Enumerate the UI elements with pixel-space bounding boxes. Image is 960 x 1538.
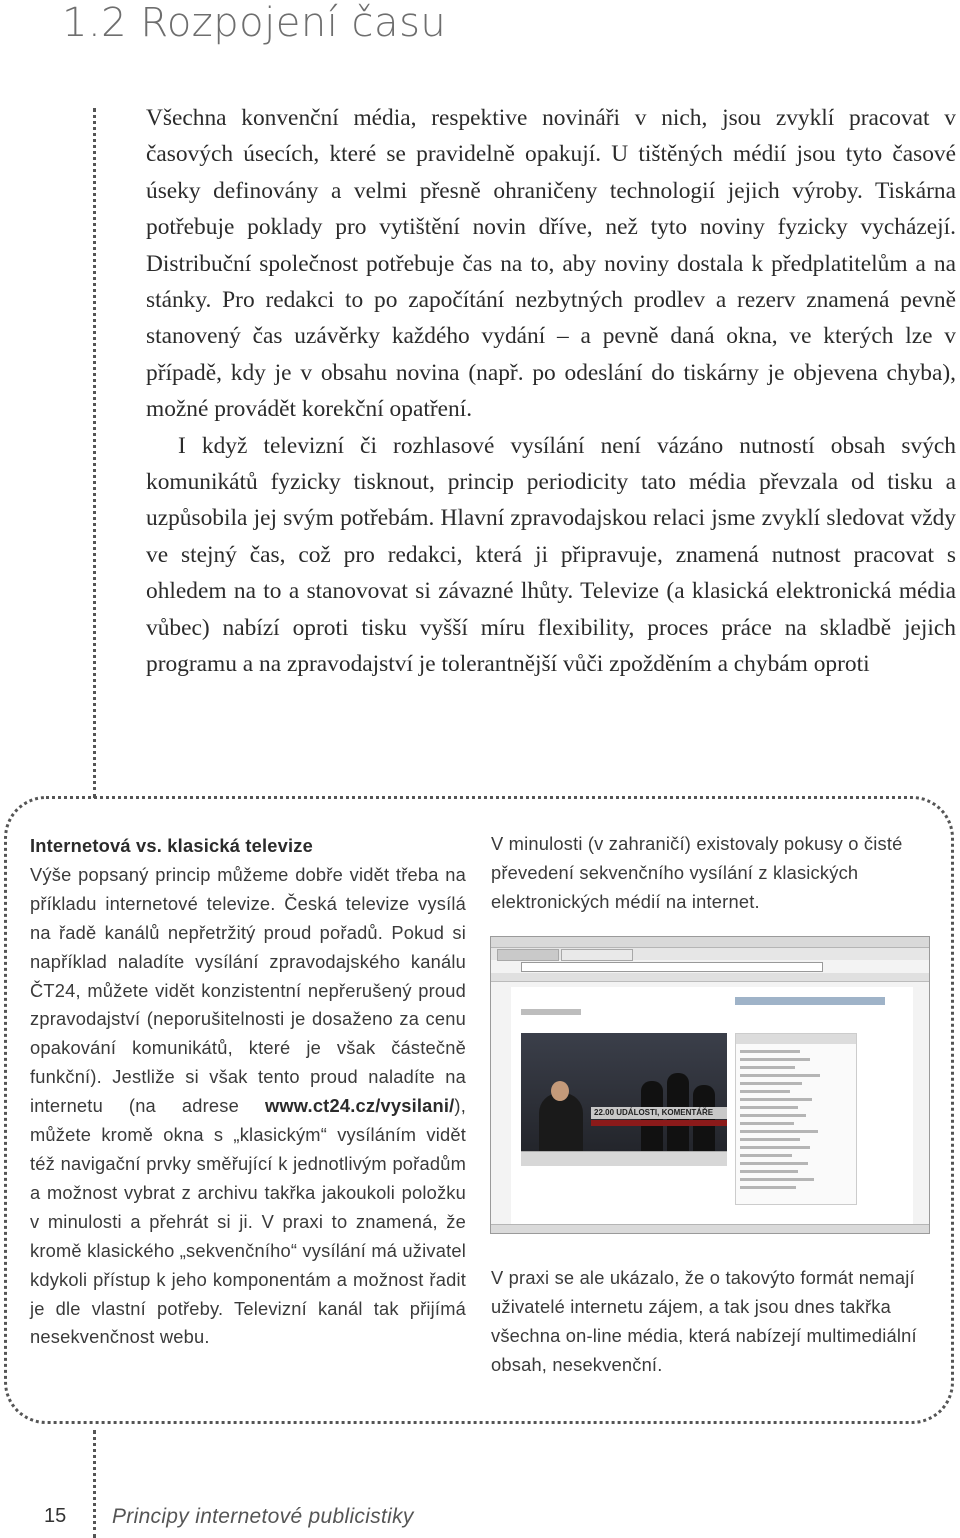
sidebar-left-text-1: Výše popsaný princip můžeme dobře vidět třeba na příkladu internetové televize. Česká televize vysílá na řadě kanálů nepřetržitý proud pořadů. Pokud si například naladíte vysílání zpravodajského kanálu ČT24, můžete vidět konzistentní nepřerušený proud zpravodajství (neporušitelnosti je dosaženo za cenu opakování komunikátů, které je však částečně funkční). Jestliže si však tento proud naladíte na internetu (na adrese bbox=[30, 863, 466, 1117]
browser-statusbar bbox=[491, 1224, 929, 1233]
browser-address-bar bbox=[521, 962, 823, 972]
ct24-url-link[interactable]: www.ct24.cz/vysilani/ bbox=[264, 1095, 455, 1117]
sidebar-right-text-bottom: V praxi se ale ukázalo, že o takovýto formát nemají uživatelé internetu zájem, a tak jsou dnes takřka všechna on-line média, která nabízejí multimediální obsah, nesekvenční. bbox=[491, 1267, 917, 1375]
sidebar-right-text-top: V minulosti (v zahraničí) existovaly pokusy o čisté převedení sekvenčního vysílání z klasických elektronických médií na internet. bbox=[491, 833, 903, 912]
news-anchor bbox=[539, 1093, 583, 1151]
margin-dotted-rule bbox=[93, 108, 96, 798]
main-body-text bbox=[146, 100, 956, 683]
body-paragraph-2: I když televizní či rozhlasové vysílání není vázáno nutností obsah svých komunikátů fyzicky tisknout, princip periodicity tato média převzala od tisku a uzpůsobila jej svým potřebám. Hlavní zpravodajskou relaci jsme zvyklí sledovat vždy ve stejný čas, což pro redakci, která ji připravuje, znamená nutnost pracovat s ohledem na to a stanovovat si závazné lhůty. Televize (a klasická elektronická média vůbec) nabízí oproti tisku vyšší míru flexibility, proces práce na skladbě jejich programu a na zpravodajství je tolerantnější vůči zpožděním a chybám oproti bbox=[146, 432, 956, 678]
footer-book-title: Principy internetové publicistiky bbox=[112, 1505, 414, 1528]
sidebar-box-title: Internetová vs. klasická televize bbox=[30, 835, 314, 856]
news-anchor-face bbox=[551, 1081, 569, 1101]
video-controls bbox=[521, 1151, 727, 1166]
body-paragraph-1: Všechna konvenční média, respektive novináři v nich, jsou zvyklí pracovat v časových úsecích, které se pravidelně opakují. U tištěných médií jsou tyto časové úseky definovány a velmi přesně ohraničeny technologií jejich výroby. Tiskárna potřebuje poklady pro vytištění novin dříve, než tyto noviny fyzicky vycházejí. Distribuční společnost potřebuje čas na to, aby noviny dostala k předplatitelům a na stánky. Pro redakci to po započítání nezbytných prodlev a rezerv znamená pevně stanovený čas uzávěrky každého vydání – a pevně daná okna, ve kterých lze v případě, kdy je v obsahu novina (např. po odeslání do tiskárny je objevena chyba), možné provádět korekční opatření. bbox=[146, 105, 956, 423]
sidebar-left-text-2: ), můžete kromě okna s „klasickým“ vysíláním vidět též navigační prvky směřující k jednotlivým pořadům a možnost vybrat z archivu takřka jakoukoli položku v minulosti a přehrát si ji. V praxi to znamená, že kromě klasického „sekvenčního“ vysílání má uživatel kdykoli přístup k jeho komponentám a možnost řadit je dle vlastní potřeby. Televizní kanál tak přijímá nesekvenčnost webu. bbox=[30, 1095, 466, 1348]
video-player bbox=[521, 1033, 727, 1151]
ct24-web-screenshot bbox=[490, 936, 930, 1234]
program-schedule-list bbox=[735, 1033, 857, 1205]
footer-dotted-rule bbox=[93, 1430, 96, 1538]
sidebar-left-column bbox=[30, 832, 466, 1352]
page-number: 15 bbox=[44, 1505, 67, 1527]
browser-tab-active bbox=[561, 949, 633, 961]
browser-toolbar bbox=[491, 973, 929, 982]
browser-tab bbox=[497, 949, 559, 961]
browser-titlebar bbox=[491, 937, 929, 948]
video-banner: 22.00 UDÁLOSTI, KOMENTÁŘE bbox=[591, 1107, 727, 1119]
video-banner-strip bbox=[591, 1120, 727, 1126]
section-heading: 1.2 Rozpojení času bbox=[62, 0, 447, 46]
